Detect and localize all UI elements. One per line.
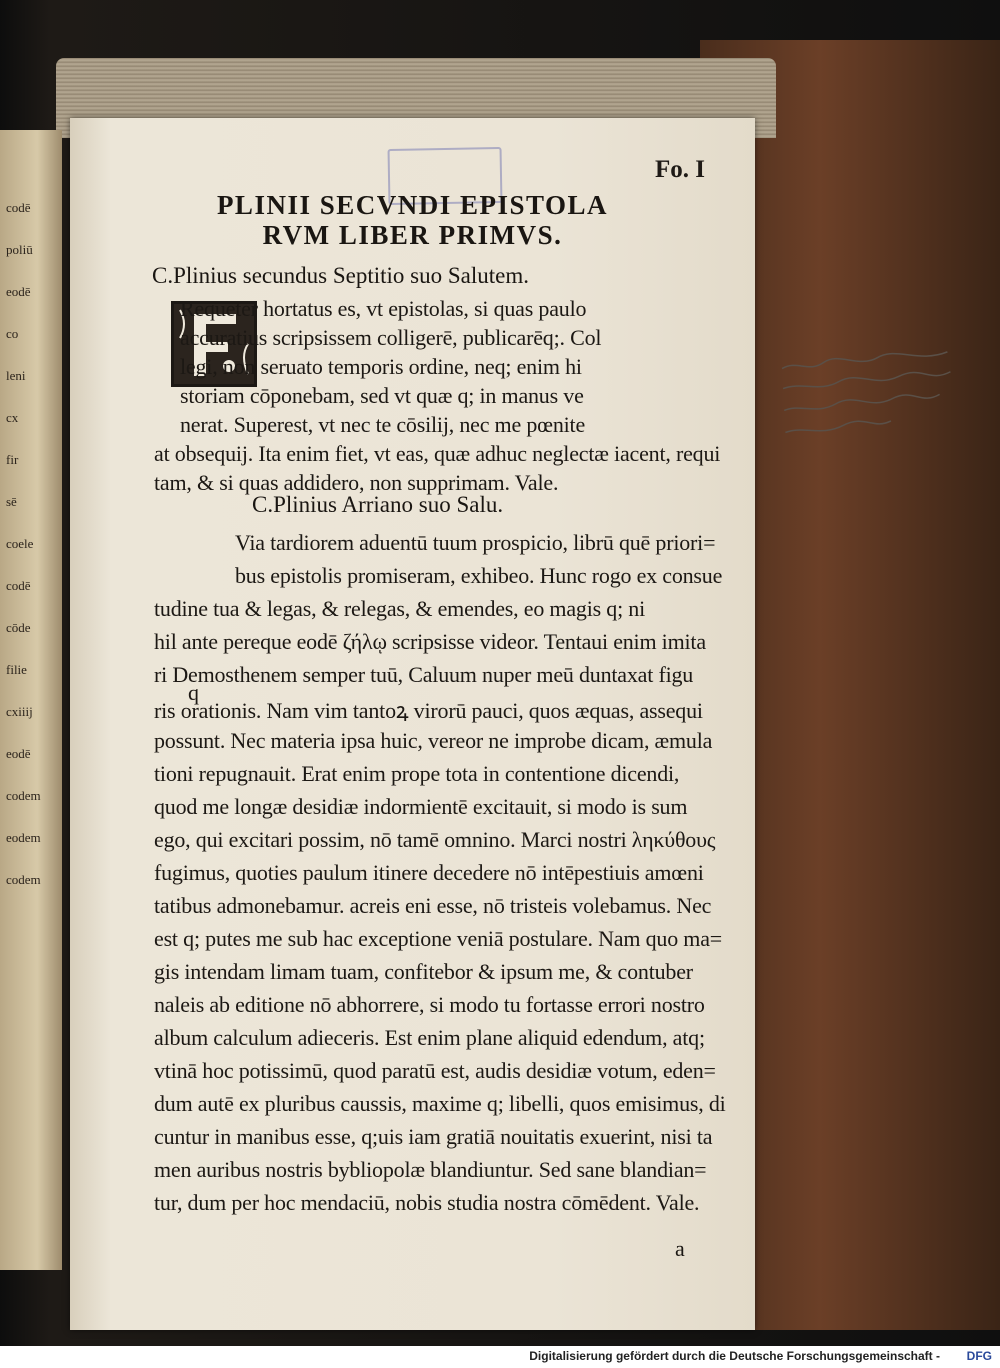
left-page-fragment: coele: [6, 536, 34, 551]
left-page-fragment: cx: [6, 410, 19, 425]
left-page-fragment: cxiiij: [6, 704, 33, 719]
left-page-fragment: codē: [6, 578, 31, 593]
letter-2-line: hil ante pereque eodē ζήλῳ scripsisse videor. Tentaui enim imita: [154, 629, 706, 654]
letter-1-line: storiam cōponebam, sed vt quæ q; in manus ve: [180, 383, 584, 408]
left-page-fragment: cōde: [6, 620, 31, 635]
letter-2-line: cuntur in manibus esse, q;uis iam gratiā nouitatis exuerint, nisi ta: [154, 1124, 713, 1149]
left-page-fragment: eodem: [6, 830, 41, 845]
folio-number: Fo. I: [655, 156, 705, 183]
footer-credit: Digitalisierung gefördert durch die Deutsche Forschungsgemeinschaft -: [529, 1349, 940, 1363]
footer-bar: [0, 1346, 1000, 1368]
letter-2-line: tur, dum per hoc mendaciū, nobis studia nostra cōmēdent. Vale.: [154, 1190, 700, 1215]
dfg-logo: DFG: [966, 1349, 992, 1363]
letter-2-line: men auribus nostris bybliopolæ blandiuntur. Sed sane blandian=: [154, 1157, 707, 1182]
letter-1-line: at obsequij. Ita enim fiet, vt eas, quæ adhuc neglectæ iacent, requi: [154, 441, 721, 466]
letter-2-line: quod me longæ desidiæ indormientē excitauit, si modo is sum: [154, 794, 688, 819]
left-page-fragment: eodē: [6, 746, 31, 761]
letter-2-line: ego, qui excitari possim, nō tamē omnino. Marci nostri ληκύθους: [154, 827, 716, 852]
letter-2-line: fugimus, quoties paulum itinere decedere nō intēpestiuis amœni: [154, 860, 704, 885]
letter-1-line: tam, & si quas addidero, non supprimam. Vale.: [154, 470, 559, 495]
letter-2-line: dum autē ex pluribus caussis, maxime q; libelli, quos emisimus, di: [154, 1091, 726, 1116]
letter-1-line: nerat. Superest, vt nec te cōsilij, nec me pœnite: [180, 412, 586, 437]
signature-mark: a: [675, 1236, 685, 1261]
left-page-fragment: fir: [6, 452, 19, 467]
letter-2-line: Via tardiorem aduentū tuum prospicio, librū quē priori=: [235, 530, 716, 555]
letter-2-line: tatibus admonebamur. acreis eni esse, nō tristeis volebamus. Nec: [154, 893, 712, 918]
letter-2-line: tioni repugnauit. Erat enim prope tota in contentione dicendi,: [154, 761, 680, 786]
letter-1-heading: C.Plinius secundus Septitio suo Salutem.: [152, 263, 529, 288]
letter-2-line: est q; putes me sub hac exceptione veniā postulare. Nam quo ma=: [154, 926, 722, 951]
book-title-line-1: PLINII SECVNDI EPISTOLA: [216, 190, 609, 220]
left-page: [0, 130, 62, 1270]
letter-2-line: ris orationis. Nam vim tantoꝝ virorū pauci, quos æquas, assequi: [154, 698, 703, 723]
left-page-fragment: codem: [6, 788, 41, 803]
letter-2-line: naleis ab editione nō abhorrere, si modo tu fortasse errori nostro: [154, 992, 705, 1017]
right-page: [70, 118, 755, 1330]
left-page-fragment: codem: [6, 872, 41, 887]
letter-1-line: accuratius scripsissem colligerē, publicarēq;. Col: [180, 325, 602, 350]
left-page-fragment: co: [6, 326, 19, 341]
letter-2-line: possunt. Nec materia ipsa huic, vereor ne improbe dicam, æmula: [154, 728, 713, 753]
letter-2-line: album calculum adieceris. Est enim plane aliquid edendum, atq;: [154, 1025, 705, 1050]
handwriting-scribble-icon: [777, 345, 962, 454]
letter-2-heading: C.Plinius Arriano suo Salu.: [252, 492, 504, 517]
letter-2-line: gis intendam limam tuam, confitebor & ipsum me, & contuber: [154, 959, 693, 984]
left-page-fragment: sē: [6, 494, 17, 509]
handwritten-margin-note: [777, 345, 962, 461]
left-page-fragment: filie: [6, 662, 27, 677]
letter-2-line: vtinā hoc potissimū, quod paratū est, audis desidiæ votum, eden=: [154, 1058, 716, 1083]
left-page-fragment: poliū: [6, 242, 33, 257]
margin-letter: q: [188, 680, 199, 705]
left-page-fragment: eodē: [6, 284, 31, 299]
letter-2-line: tudine tua & legas, & relegas, & emendes, eo magis q; ni: [154, 596, 646, 621]
letter-1-line: legi, non seruato temporis ordine, neq; enim hi: [180, 354, 582, 379]
book-title-line-2: RVM LIBER PRIMVS.: [262, 220, 563, 250]
left-page-fragment: codē: [6, 200, 31, 215]
left-page-fragment: leni: [6, 368, 26, 383]
letter-2-line: bus epistolis promiseram, exhibeo. Hunc rogo ex consue: [235, 563, 723, 588]
letter-1-line: Requēter hortatus es, vt epistolas, si quas paulo: [180, 296, 587, 321]
letter-2-line: ri Demosthenem semper tuū, Caluum nuper meū duntaxat figu: [154, 662, 694, 687]
